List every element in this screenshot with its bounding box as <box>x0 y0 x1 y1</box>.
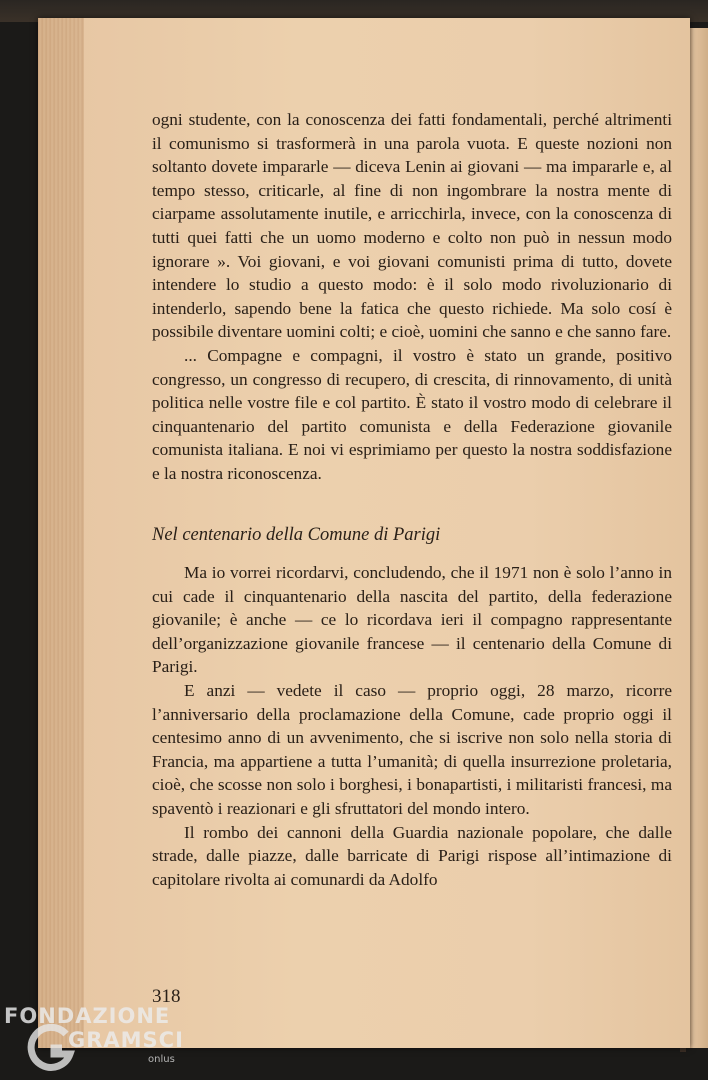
watermark-line2: GRAMSCI <box>68 1028 184 1052</box>
page-number: 318 <box>152 986 181 1007</box>
fondazione-gramsci-watermark <box>4 1000 184 1080</box>
watermark-line3: onlus <box>148 1054 175 1065</box>
paragraph: ... Compagne e compagni, il vostro è stato un grande, positivo congresso, un congresso di recupero, di crescita, di rinnovamento, di unità politica nelle vostre file e col partito. È stato il vostro modo di celebrare il cinquantenario del partito comunista e della Federazione giovanile comunista italiana. E noi vi esprimiamo per questo la nostra soddisfazione e la nostra riconoscenza. <box>152 345 672 483</box>
paragraph: Il rombo dei cannoni della Guardia nazionale popolare, che dalle strade, dalle piazze, dalle barricate di Parigi rispose all’intimazione di capitolare rivolta ai comunardi da Adolfo <box>152 822 672 889</box>
section-heading: Nel centenario della Comune di Parigi <box>152 524 441 545</box>
watermark-line1: FONDAZIONE <box>4 1004 171 1028</box>
paragraph: Ma io vorrei ricordarvi, concludendo, che il 1971 non è solo l’anno in cui cade il cinquantenario della nascita del partito, della federazione giovanile; è anche — ce lo ricordava ieri il compagno rappresentante dell’organizzazione giovanile francese — il centenario della Comune di Parigi. <box>152 563 672 677</box>
page-stack-edge <box>38 18 84 1048</box>
paragraph: ogni studente, con la conoscenza dei fatti fondamentali, perché altrimenti il comunismo si trasformerà in una parola vuota. E queste nozioni non soltanto dovete impararle — diceva Lenin ai giovani — ma impararle e, al tempo stesso, criticarle, al fine di non ingombrare la nostra mente di ciarpame assolutamente inutile, e arricchirla, invece, con la conoscenza di tutti quei fatti che un uomo moderno e colto non può in nessun modo ignorare ». Voi giovani, e voi giovani comunisti prima di tutto, dovete intendere lo studio a questo modo: è il solo modo rivoluzionario di intenderlo, sapendo bene la fatica che questo richiede. Ma solo cosí è possibile diventare uomini colti; e cioè, uomini che sanno e che sanno fare. <box>152 110 672 342</box>
paragraph: E anzi — vedete il caso — proprio oggi, 28 marzo, ricorre l’anniversario della proclamazione della Comune, cade proprio oggi il centesimo anno di un avvenimento, che si iscrive non solo nella storia di Francia, ma appartiene a tutta l’umanità; di quella insurrezione proletaria, cioè, che scosse non solo i borghesi, i bonapartisti, i militaristi francesi, ma spaventò i reazionari e gli sfruttatori del mondo intero. <box>152 681 672 819</box>
page-text <box>152 108 672 891</box>
